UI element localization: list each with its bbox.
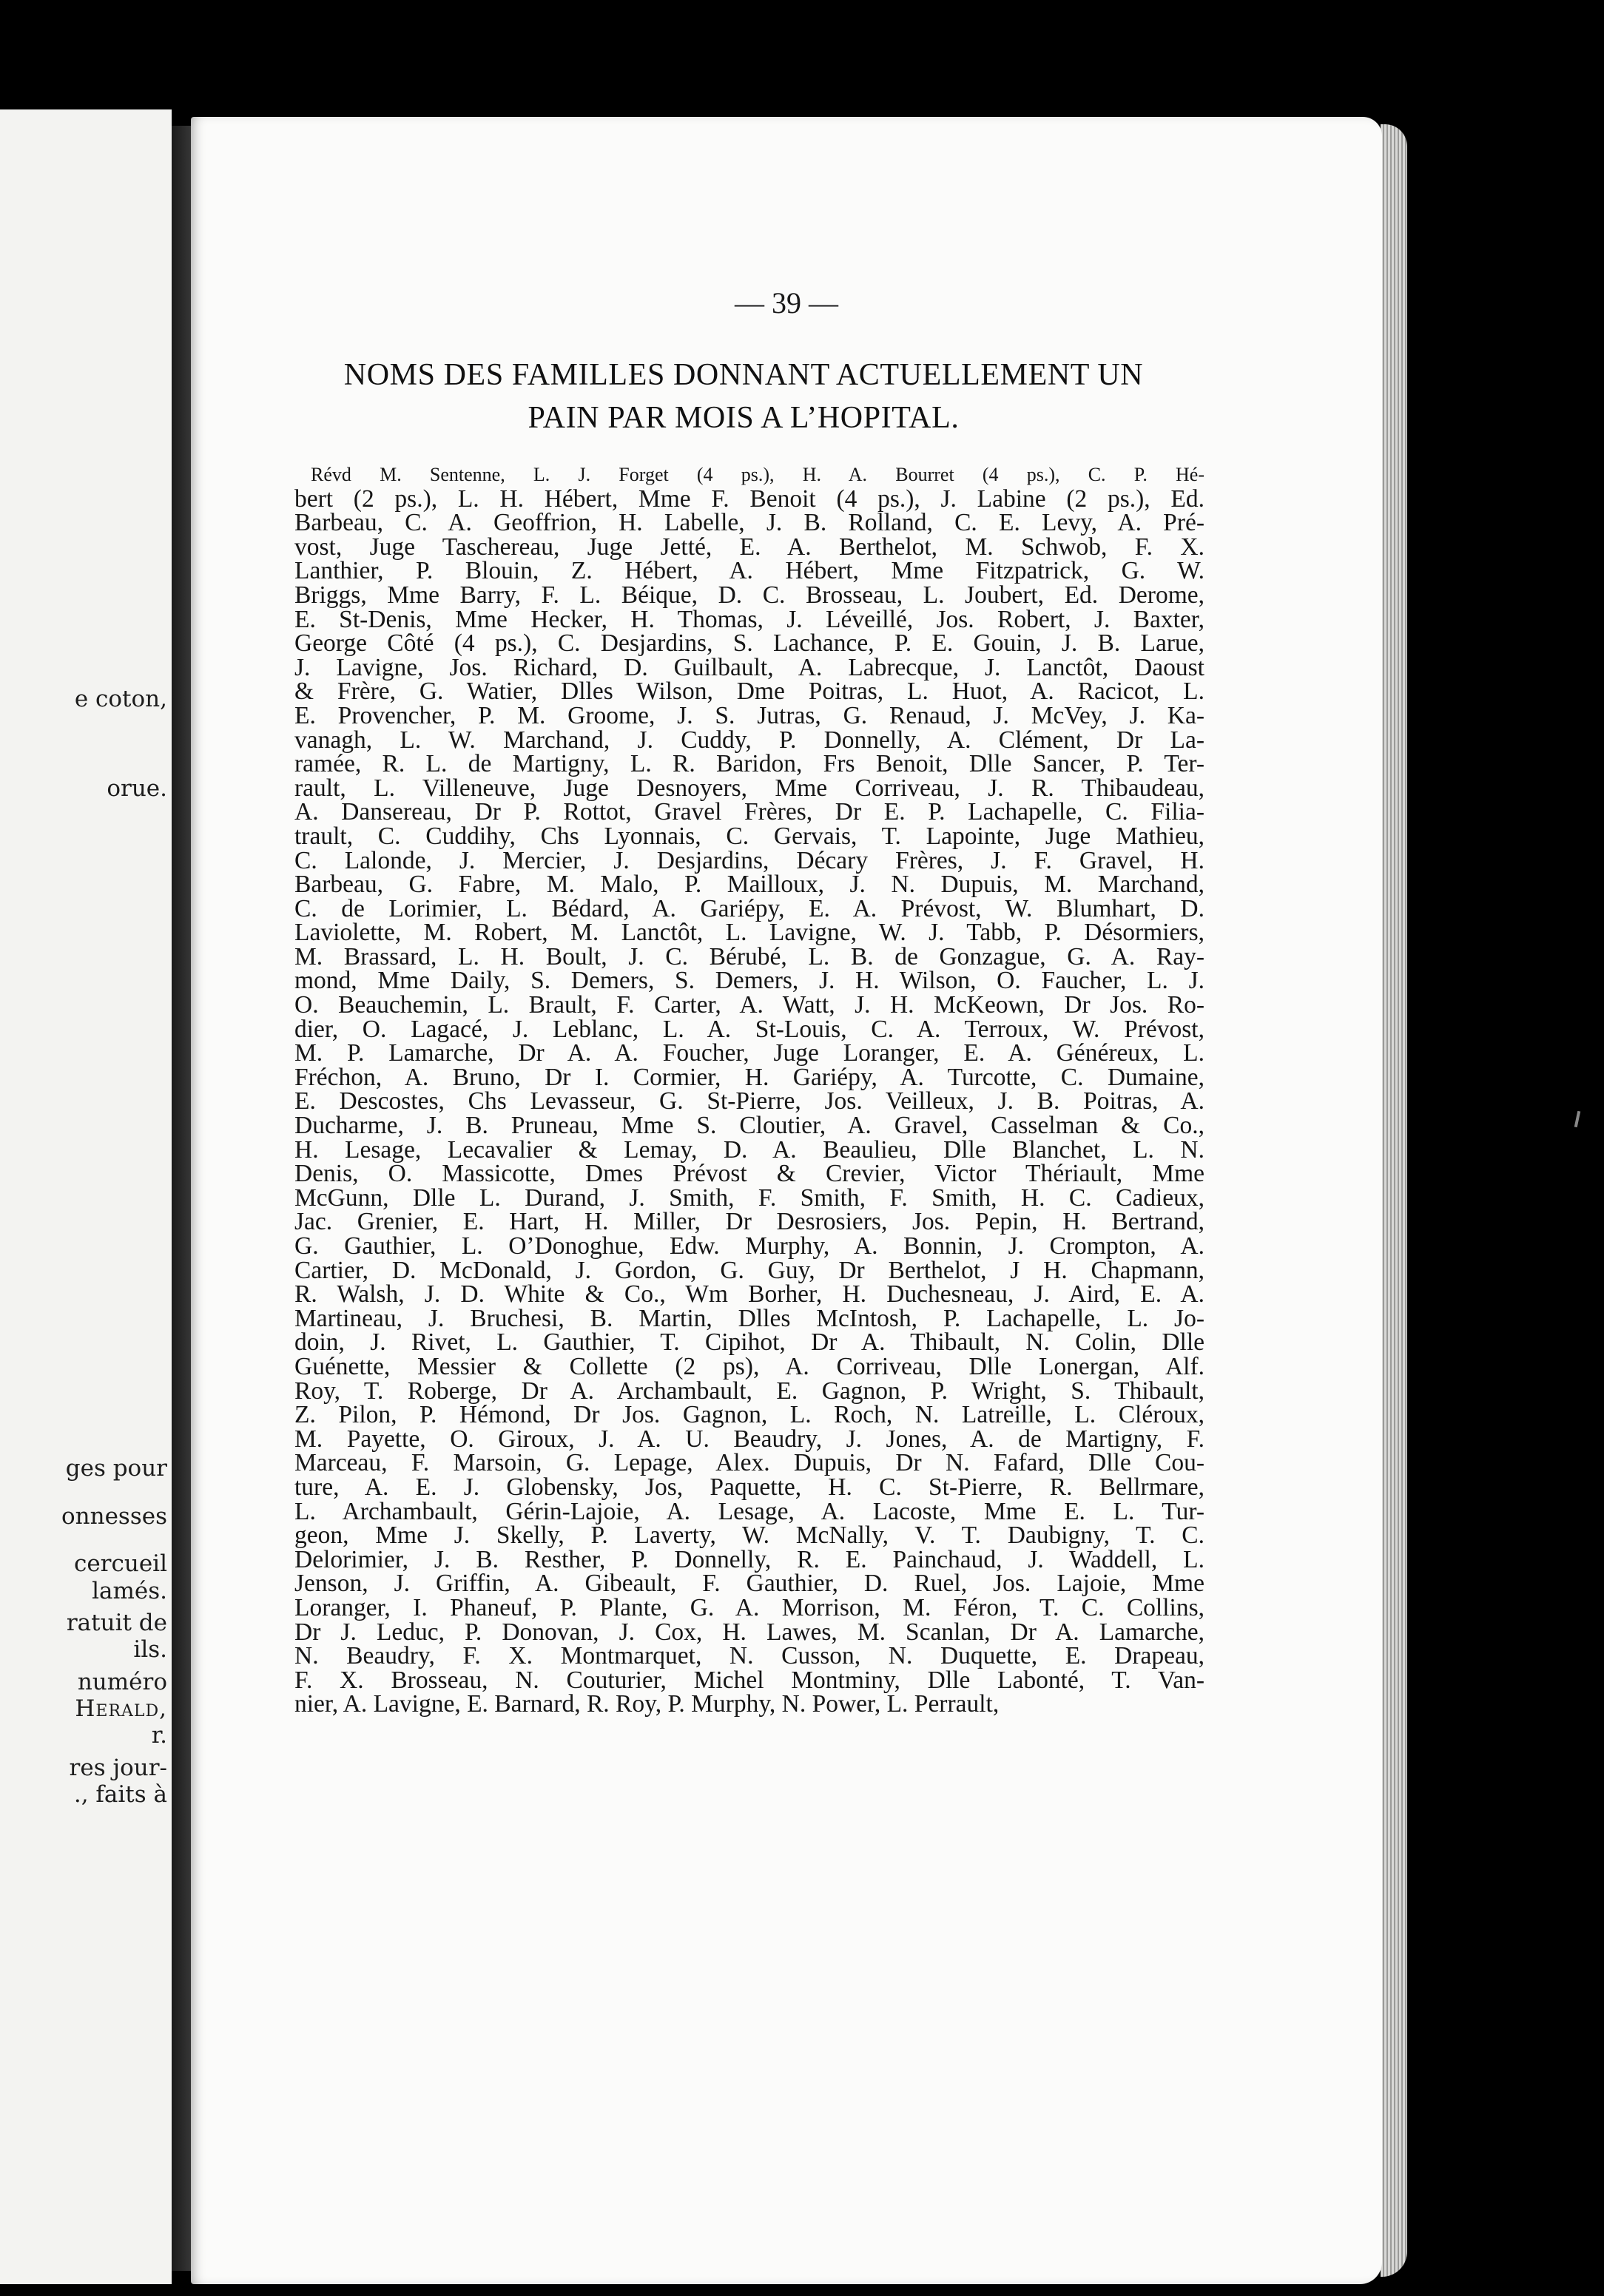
facing-page-text: ratuit de bbox=[66, 1610, 167, 1636]
title-line: NOMS DES FAMILLES DONNANT ACTUELLEMENT UN bbox=[343, 358, 1144, 392]
text-line: G. Gauthier, L. O’Donoghue, Edw. Murphy, A. Bonnin, J. Crompton, A. bbox=[294, 1232, 1204, 1260]
text-line: M. Payette, O. Giroux, J. A. U. Beaudry, J. Jones, A. de Martigny, F. bbox=[294, 1425, 1204, 1453]
text-line: ture, A. E. J. Globensky, Jos, Paquette, H. C. St-Pierre, R. Bellrmare, bbox=[294, 1473, 1204, 1501]
text-line: Fréchon, A. Bruno, Dr I. Cormier, H. Gariépy, A. Turcotte, C. Dumaine, bbox=[294, 1063, 1204, 1091]
text-line: bert (2 ps.), L. H. Hébert, Mme F. Benoit (4 ps.), J. Labine (2 ps.), Ed. bbox=[294, 484, 1204, 513]
text-line: nier, A. Lavigne, E. Barnard, R. Roy, P. Murphy, N. Power, L. Perrault, bbox=[294, 1690, 1000, 1718]
text-line: Roy, T. Roberge, Dr A. Archambault, E. Gagnon, P. Wright, S. Thibault, bbox=[294, 1377, 1204, 1405]
facing-page-text: orue. bbox=[107, 775, 167, 802]
text-line: vanagh, L. W. Marchand, J. Cuddy, P. Donnelly, A. Clément, Dr La- bbox=[294, 726, 1204, 754]
text-line: McGunn, Dlle L. Durand, J. Smith, F. Smith, F. Smith, H. C. Cadieux, bbox=[294, 1184, 1204, 1212]
text-line: M. Brassard, L. H. Boult, J. C. Bérubé, L. B. de Gonzague, G. A. Ray- bbox=[294, 942, 1204, 970]
facing-page-text: ils. bbox=[133, 1636, 167, 1663]
scan-mark bbox=[1574, 1111, 1580, 1127]
text-line: ramée, R. L. de Martigny, L. R. Baridon, Frs Benoit, Dlle Sancer, P. Ter- bbox=[294, 750, 1204, 778]
text-line: E. St-Denis, Mme Hecker, H. Thomas, J. Léveillé, Jos. Robert, J. Baxter, bbox=[294, 605, 1204, 633]
text-line: C. Lalonde, J. Mercier, J. Desjardins, Décary Frères, J. F. Gravel, H. bbox=[294, 846, 1204, 874]
family-names-paragraph bbox=[294, 463, 1204, 1717]
text-line: Barbeau, C. A. Geoffrion, H. Labelle, J. B. Rolland, C. E. Levy, A. Pré- bbox=[294, 509, 1204, 537]
text-line: C. de Lorimier, L. Bédard, A. Gariépy, E. A. Prévost, W. Blumhart, D. bbox=[294, 894, 1204, 922]
text-line: Guénette, Messier & Collette (2 ps), A. Corriveau, Dlle Lonergan, Alf. bbox=[294, 1352, 1204, 1380]
text-line: Cartier, D. McDonald, J. Gordon, G. Guy, Dr Berthelot, J H. Chapmann, bbox=[294, 1256, 1204, 1284]
text-line: O. Beauchemin, L. Brault, F. Carter, A. Watt, J. H. McKeown, Dr Jos. Ro- bbox=[294, 991, 1204, 1019]
facing-page-text: lamés. bbox=[92, 1578, 167, 1604]
text-line: Delorimier, J. B. Resther, P. Donnelly, R. E. Painchaud, J. Waddell, L. bbox=[294, 1545, 1204, 1573]
text-line: N. Beaudry, F. X. Montmarquet, N. Cusson, N. Duquette, E. Drapeau, bbox=[294, 1642, 1204, 1670]
facing-page-text: cercueil bbox=[73, 1550, 167, 1577]
text-line: George Côté (4 ps.), C. Desjardins, S. Lachance, P. E. Gouin, J. B. Larue, bbox=[294, 629, 1204, 658]
text-line: mond, Mme Daily, S. Demers, S. Demers, J. H. Wilson, O. Faucher, L. J. bbox=[294, 967, 1204, 995]
text-line: Marceau, F. Marsoin, G. Lepage, Alex. Dupuis, Dr N. Fafard, Dlle Cou- bbox=[294, 1449, 1204, 1477]
text-line: F. X. Brosseau, N. Couturier, Michel Montminy, Dlle Labonté, T. Van- bbox=[294, 1666, 1204, 1694]
text-line: Jenson, J. Griffin, A. Gibeault, F. Gauthier, D. Ruel, Jos. Lajoie, Mme bbox=[294, 1570, 1204, 1598]
facing-page-fragment bbox=[0, 109, 172, 2284]
text-line: A. Dansereau, Dr P. Rottot, Gravel Frères, Dr E. P. Lachapelle, C. Filia- bbox=[294, 798, 1204, 826]
title-line: PAIN PAR MOIS A L’HOPITAL. bbox=[528, 401, 960, 435]
text-line: & Frère, G. Watier, Dlles Wilson, Dme Poitras, L. Huot, A. Racicot, L. bbox=[294, 678, 1204, 706]
facing-page-text: e coton, bbox=[74, 686, 167, 712]
text-line: E. Descostes, Chs Levasseur, G. St-Pierre, Jos. Veilleux, J. B. Poitras, A. bbox=[294, 1087, 1204, 1115]
facing-page-text: ges pour bbox=[65, 1455, 167, 1482]
text-line: R. Walsh, J. D. White & Co., Wm Borher, H. Duchesneau, J. Aird, E. A. bbox=[294, 1280, 1204, 1309]
text-line: Denis, O. Massicotte, Dmes Prévost & Crevier, Victor Thériault, Mme bbox=[294, 1160, 1204, 1188]
facing-page-text: Herald, bbox=[75, 1695, 167, 1722]
text-line: Lanthier, P. Blouin, Z. Hébert, A. Hébert, Mme Fitzpatrick, G. W. bbox=[294, 557, 1204, 585]
text-line: geon, Mme J. Skelly, P. Laverty, W. McNally, V. T. Daubigny, T. C. bbox=[294, 1522, 1204, 1550]
text-line: trault, C. Cuddihy, Chs Lyonnais, C. Gervais, T. Lapointe, Juge Mathieu, bbox=[294, 822, 1204, 850]
page-edges bbox=[1381, 124, 1407, 2277]
text-line: rault, L. Villeneuve, Juge Desnoyers, Mme Corriveau, J. R. Thibaudeau, bbox=[294, 774, 1204, 802]
text-line: Martineau, J. Bruchesi, B. Martin, Dlles McIntosh, P. Lachapelle, L. Jo- bbox=[294, 1304, 1204, 1332]
text-line: Dr J. Leduc, P. Donovan, J. Cox, H. Lawes, M. Scanlan, Dr A. Lamarche, bbox=[294, 1618, 1204, 1646]
facing-page-text: r. bbox=[151, 1722, 167, 1749]
facing-page-text: numéro bbox=[77, 1669, 167, 1695]
facing-page-text: ., faits à bbox=[73, 1781, 167, 1808]
text-line: Laviolette, M. Robert, M. Lanctôt, L. Lavigne, W. J. Tabb, P. Désormiers, bbox=[294, 919, 1204, 947]
text-line: Ducharme, J. B. Pruneau, Mme S. Cloutier, A. Gravel, Casselman & Co., bbox=[294, 1112, 1204, 1140]
text-line: E. Provencher, P. M. Groome, J. S. Jutras, G. Renaud, J. McVey, J. Ka- bbox=[294, 701, 1204, 729]
text-line: Barbeau, G. Fabre, M. Malo, P. Mailloux, J. N. Dupuis, M. Marchand, bbox=[294, 871, 1204, 899]
page-number: — 39 — bbox=[735, 286, 838, 320]
text-line: H. Lesage, Lecavalier & Lemay, D. A. Beaulieu, Dlle Blanchet, L. N. bbox=[294, 1135, 1204, 1164]
text-line: vost, Juge Taschereau, Juge Jetté, E. A. Berthelot, M. Schwob, F. X. bbox=[294, 533, 1204, 561]
text-line: Loranger, I. Phaneuf, P. Plante, G. A. Morrison, M. Féron, T. C. Collins, bbox=[294, 1593, 1204, 1621]
text-line: J. Lavigne, Jos. Richard, D. Guilbault, A. Labrecque, J. Lanctôt, Daoust bbox=[294, 653, 1204, 681]
text-line: doin, J. Rivet, L. Gauthier, T. Cipihot, Dr A. Thibault, N. Colin, Dlle bbox=[294, 1328, 1204, 1357]
facing-page-text: onnesses bbox=[61, 1503, 167, 1530]
facing-page-text: res jour- bbox=[69, 1755, 167, 1781]
text-line: Jac. Grenier, E. Hart, H. Miller, Dr Desrosiers, Jos. Pepin, H. Bertrand, bbox=[294, 1208, 1204, 1236]
text-line: L. Archambault, Gérin-Lajoie, A. Lesage, A. Lacoste, Mme E. L. Tur- bbox=[294, 1497, 1204, 1525]
text-line: Briggs, Mme Barry, F. L. Béique, D. C. Brosseau, L. Joubert, Ed. Derome, bbox=[294, 581, 1204, 609]
text-line: Révd M. Sentenne, L. J. Forget (4 ps.), H. A. Bourret (4 ps.), C. P. Hé- bbox=[311, 464, 1204, 485]
page-title bbox=[281, 354, 1206, 439]
text-line: Z. Pilon, P. Hémond, Dr Jos. Gagnon, L. Roch, N. Latreille, L. Cléroux, bbox=[294, 1401, 1204, 1429]
text-line: dier, O. Lagacé, J. Leblanc, L. A. St-Louis, C. A. Terroux, W. Prévost, bbox=[294, 1015, 1204, 1043]
text-line: M. P. Lamarche, Dr A. A. Foucher, Juge Loranger, E. A. Généreux, L. bbox=[294, 1039, 1204, 1067]
